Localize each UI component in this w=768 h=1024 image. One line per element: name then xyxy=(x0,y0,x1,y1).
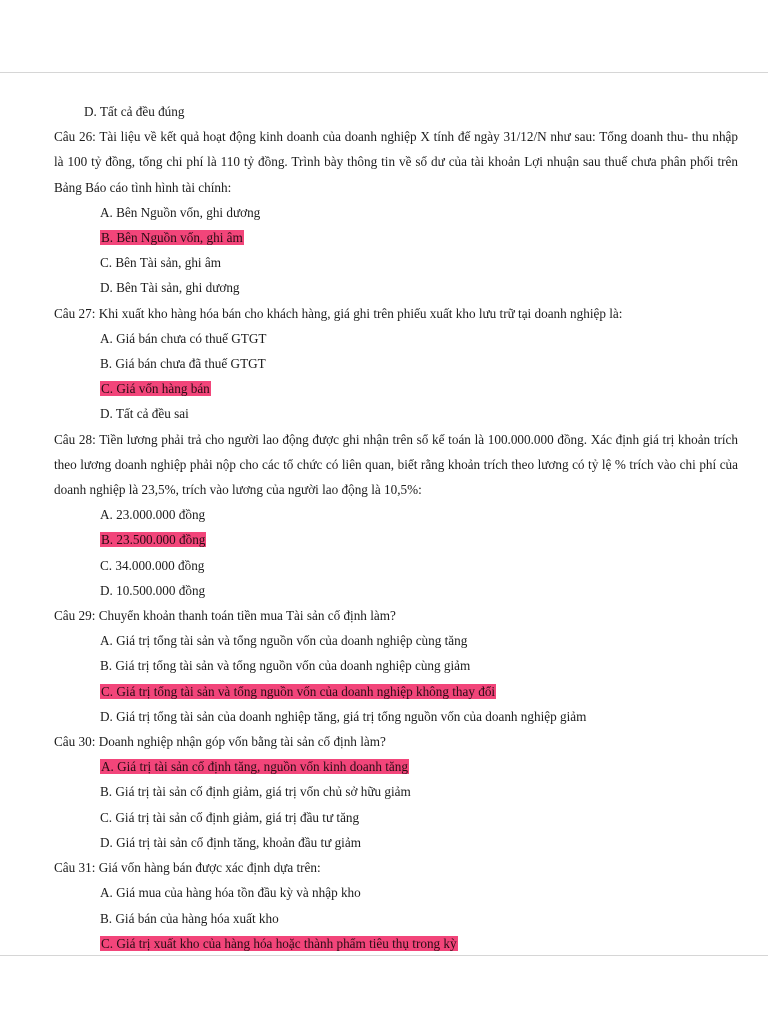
q26-option-b xyxy=(54,225,738,250)
q29-option-d: D. Giá trị tổng tài sản của doanh nghiệp tăng, giá trị tổng nguồn vốn của doanh nghiệp giảm xyxy=(100,708,587,724)
page-content xyxy=(54,99,738,956)
question-29: Câu 29: Chuyển khoản thanh toán tiền mua Tài sản cố định làm? xyxy=(54,608,396,624)
q28-option-b xyxy=(54,527,738,552)
q28-option-c: C. 34.000.000 đồng xyxy=(100,557,205,573)
q30-option-d: D. Giá trị tài sản cố định tăng, khoản đầu tư giảm xyxy=(100,834,361,850)
q31-option-a: A. Giá mua của hàng hóa tồn đầu kỳ và nhập kho xyxy=(100,885,361,901)
q29-option-a: A. Giá trị tổng tài sản và tổng nguồn vốn của doanh nghiệp cùng tăng xyxy=(100,633,468,649)
q30-option-b: B. Giá trị tài sản cố định giảm, giá trị vốn chủ sở hữu giảm xyxy=(100,784,411,800)
carry-over-option: D. Tất cả đều đúng xyxy=(84,104,185,119)
highlighted-answer: B. 23.500.000 đồng xyxy=(101,532,206,548)
question-28: Câu 28: Tiền lương phải trả cho người lao động được ghi nhận trên sổ kế toán là 100.000.000 đồng. Xác định giá trị khoản trích theo lương doanh nghiệp phải nộp cho các tổ chức có liên quan, biết rằng khoản trích theo lương có tỷ lệ % trích vào chi phí của doanh nghiệp là 23,5%, trích vào lương của người lao động là 10,5%: xyxy=(54,431,738,498)
q27-option-a: A. Giá bán chưa có thuế GTGT xyxy=(100,330,267,346)
q26-option-a: A. Bên Nguồn vốn, ghi dương xyxy=(100,204,261,220)
question-27: Câu 27: Khi xuất kho hàng hóa bán cho khách hàng, giá ghi trên phiếu xuất kho lưu trữ tại doanh nghiệp là: xyxy=(54,305,623,321)
q26-option-c: C. Bên Tài sản, ghi âm xyxy=(100,255,221,271)
highlighted-answer: C. Giá trị tổng tài sản và tổng nguồn vốn của doanh nghiệp không thay đổi xyxy=(101,683,496,699)
q30-option-a xyxy=(54,754,738,779)
q28-option-d: D. 10.500.000 đồng xyxy=(100,582,206,598)
question-26: Câu 26: Tài liệu về kết quả hoạt động kinh doanh của doanh nghiệp X tính đế ngày 31/12/N như sau: Tổng doanh thu- thu nhập là 100 tỷ đồng, tổng chi phí là 110 tỷ đồng. Trình bày thông tin về số dư của tài khoản Lợi nhuận sau thuế chưa phân phối trên Bảng Báo cáo tình hình tài chính: xyxy=(54,129,738,195)
q29-option-b: B. Giá trị tổng tài sản và tổng nguồn vốn của doanh nghiệp cùng giảm xyxy=(100,658,471,674)
question-31: Câu 31: Giá vốn hàng bán được xác định dựa trên: xyxy=(54,860,321,876)
highlighted-answer: A. Giá trị tài sản cố định tăng, nguồn vốn kinh doanh tăng xyxy=(101,759,408,775)
q30-option-c: C. Giá trị tài sản cố định giảm, giá trị đầu tư tăng xyxy=(100,809,360,825)
q29-option-c xyxy=(54,679,738,704)
q27-option-d: D. Tất cả đều sai xyxy=(100,406,189,422)
q26-option-d: D. Bên Tài sản, ghi dương xyxy=(100,280,240,296)
q27-option-b: B. Giá bán chưa đã thuế GTGT xyxy=(100,356,266,372)
highlighted-answer: C. Giá trị xuất kho của hàng hóa hoặc thành phẩm tiêu thụ trong kỳ xyxy=(101,935,457,951)
q28-option-a: A. 23.000.000 đồng xyxy=(100,507,206,523)
question-30: Câu 30: Doanh nghiệp nhận góp vốn bằng tài sản cố định làm? xyxy=(54,734,386,750)
document-page xyxy=(0,72,768,956)
highlighted-answer: B. Bên Nguồn vốn, ghi âm xyxy=(101,230,243,246)
q31-option-b: B. Giá bán của hàng hóa xuất kho xyxy=(100,910,279,926)
q27-option-c xyxy=(54,376,738,401)
q31-option-c xyxy=(54,931,738,956)
highlighted-answer: C. Giá vốn hàng bán xyxy=(101,381,210,397)
